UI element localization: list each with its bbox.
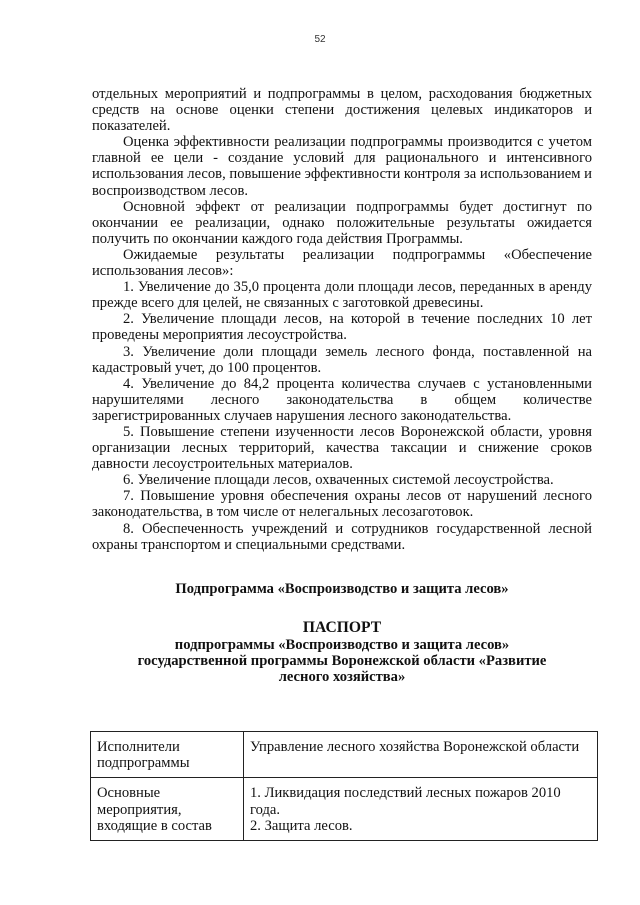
cell-text: Управление лесного хозяйства Воронежской области [250,739,580,755]
cell-text: Исполнители [97,739,180,755]
result-item-2: 2. Увеличение площади лесов, на которой в течение последних 10 лет проведены мероприятия лесоустройства. [92,311,592,344]
result-item-1: 1. Увеличение до 35,0 процента доли площади лесов, переданных в аренду прежде всего для целей, не связанных с заготовкой древесины. [92,279,592,312]
result-item-5: 5. Повышение степени изученности лесов Воронежской области, уровня организации лесных территорий, качества таксации и снижение сроков давности лесоустроительных материалов. [92,423,592,473]
passport-subtitle-line-2: государственной программы Воронежской области «Развитие [137,652,547,669]
result-item-7: 7. Повышение уровня обеспечения охраны лесов от нарушений лесного законодательства, в том числе от нелегальных лесозаготовок. [92,488,592,521]
passport-heading [92,619,592,685]
document-body [92,86,592,685]
cell-text: 1. Ликвидация последствий лесных пожаров 2010 [250,785,561,802]
cell-text: подпрограммы [97,755,190,772]
paragraph-continuation: отдельных мероприятий и подпрограммы в целом, расходования бюджетных средств на основе оценки степени достижения целевых индикаторов и показателей. [92,86,592,135]
passport-subtitle-line-1: подпрограммы «Воспроизводство и защита лесов» [174,636,510,653]
cell-text: года. [250,801,281,818]
passport-subtitle-line-3: лесного хозяйства» [278,669,406,685]
passport-title: ПАСПОРТ [302,618,382,636]
cell-text: мероприятия, [97,801,182,818]
cell-text: 2. Защита лесов. [250,817,353,834]
table-cell-value [244,732,598,778]
paragraph-main-effect: Основной эффект от реализации подпрограммы будет достигнут по окончании ее реализации, однако положительные результаты ожидается получить по окончании каждого года действия Программы. [92,198,592,247]
table-cell-label [91,732,244,778]
table-cell-label [91,778,244,841]
subprogram-title: Подпрограмма «Воспроизводство и защита лесов» [175,580,509,597]
table-cell-value [244,778,598,841]
cell-text: Основные [97,785,161,802]
page-number: 52 [314,34,326,45]
cell-text: входящие в состав [97,817,212,834]
table-row [91,732,598,778]
result-item-3: 3. Увеличение доли площади земель лесного фонда, поставленной на кадастровый учет, до 100 процентов. [92,343,592,376]
result-item-4: 4. Увеличение до 84,2 процента количества случаев с установленными нарушителями лесного законодательства в общем количестве зарегистрированных случаев нарушения лесного законодательства. [92,375,592,424]
result-item-6: 6. Увеличение площади лесов, охваченных системой лесоустройства. [123,472,554,489]
paragraph-evaluation: Оценка эффективности реализации подпрограммы производится с учетом главной ее цели - создание условий для рационального и интенсивного использования лесов, повышение эффективности контроля за использованием и воспроизводством лесов. [92,134,592,199]
passport-table [90,731,598,841]
paragraph-expected-results: Ожидаемые результаты реализации подпрограммы «Обеспечение использования лесов»: [92,246,592,280]
result-item-8: 8. Обеспеченность учреждений и сотрудников государственной лесной охраны транспортом и специальными средствами. [92,520,592,553]
table-row [91,778,598,841]
